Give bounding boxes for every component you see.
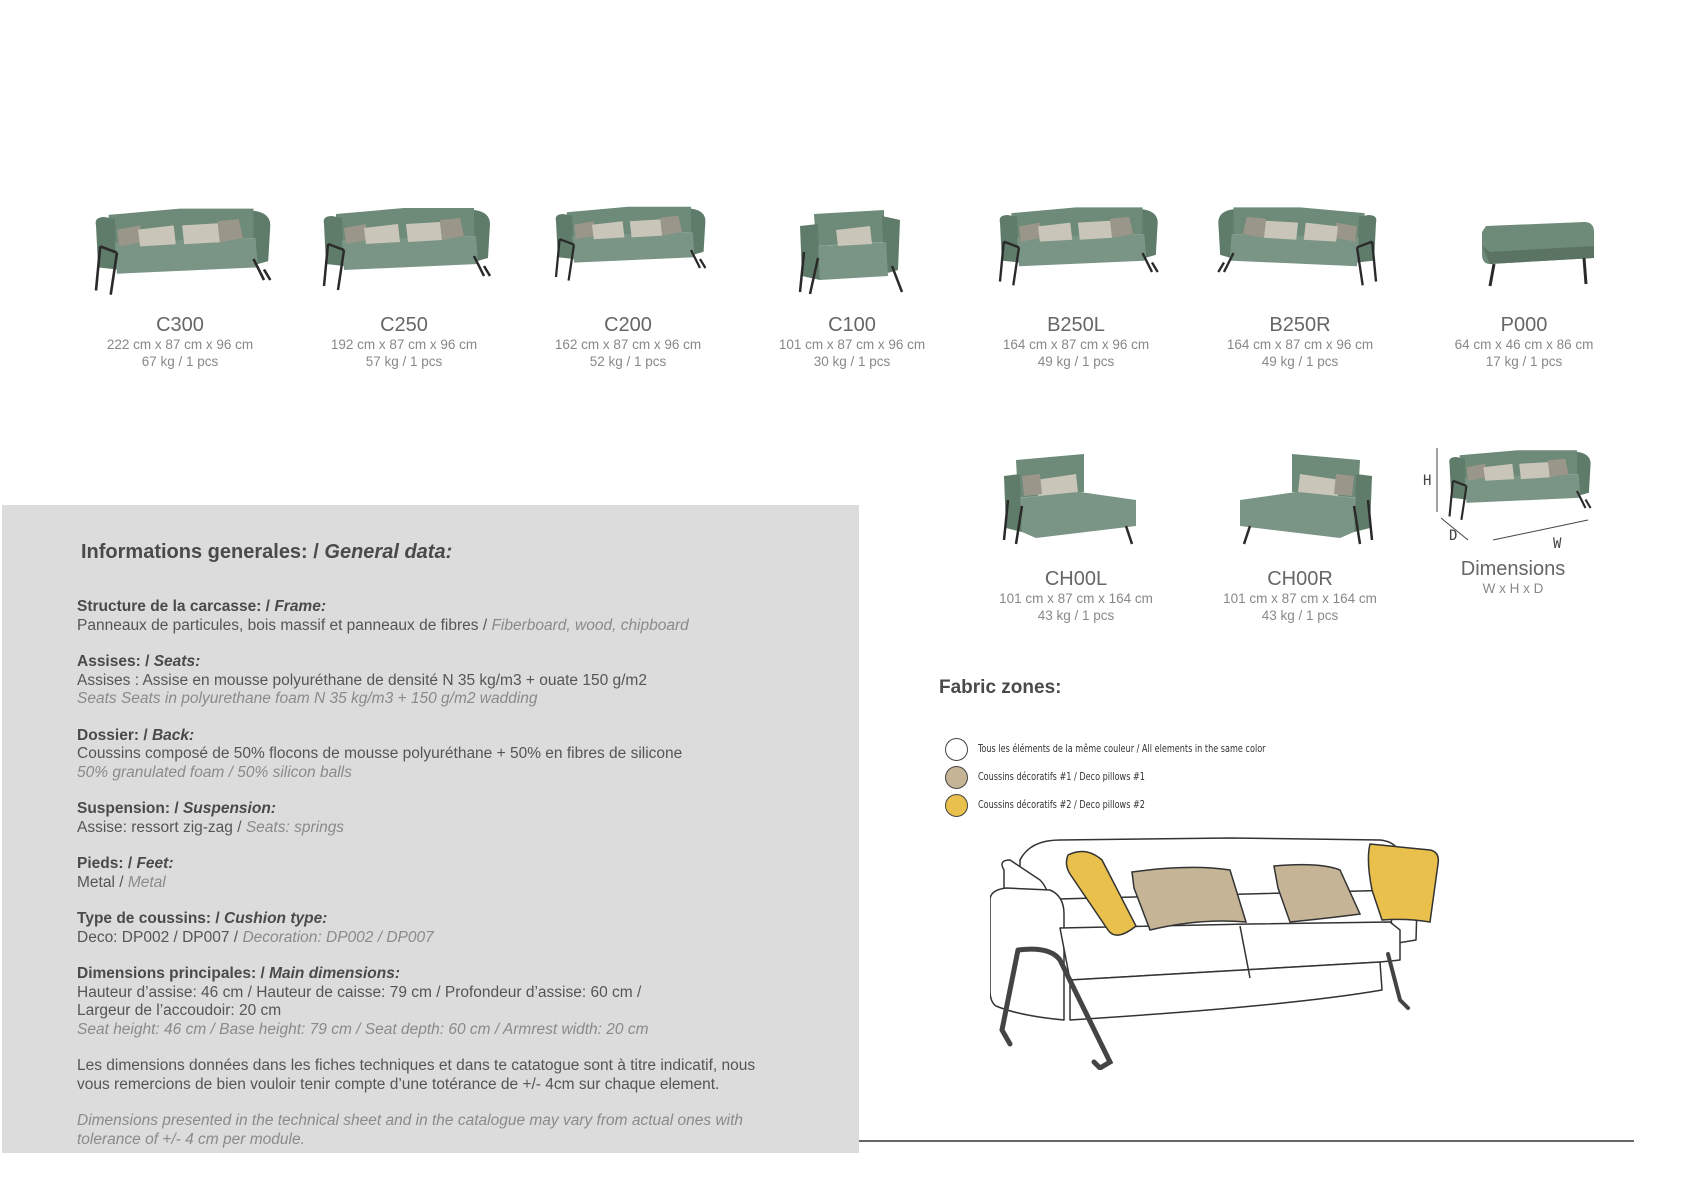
dimensions-item <box>1413 440 1613 597</box>
product-dimensions: 164 cm x 87 cm x 96 cm <box>1226 337 1374 352</box>
armchair-image <box>752 196 952 306</box>
product-weight: 49 kg / 1 pcs <box>1037 354 1115 369</box>
product-dimensions: 101 cm x 87 cm x 164 cm <box>999 591 1153 606</box>
general-data-sections <box>77 598 797 1167</box>
product-card-c300 <box>70 196 290 370</box>
product-card-b250l <box>966 196 1186 370</box>
chaise-image <box>976 440 1176 560</box>
width-label: W <box>1553 536 1562 550</box>
sofa-image <box>976 196 1176 306</box>
product-card-p000 <box>1414 196 1634 370</box>
product-card-c250 <box>294 196 514 370</box>
suspension-section: Suspension: / Suspension: Assise: ressort zig-zag / Seats: springs <box>77 800 345 836</box>
dimensions-title: Dimensions <box>1460 558 1566 580</box>
product-code: B250L <box>1047 314 1105 336</box>
product-card-b250r <box>1190 196 1410 370</box>
main-dimensions-section: Dimensions principales: / Main dimensions: Hauteur d’assise: 46 cm / Hauteur de caisse: 79 cm / Profondeur d’assise: 60 cm / Largeur de l’accoudoir: 20 cm Seat height: 46 cm / Base height: 79 cm / Seat depth: 60 cm / Armrest width: 20 cm <box>77 965 649 1038</box>
product-code: C300 <box>156 314 204 336</box>
color-dot-icon <box>945 738 968 761</box>
product-card-c100 <box>742 196 962 370</box>
product-dimensions: 64 cm x 46 cm x 86 cm <box>1454 337 1594 352</box>
product-weight: 17 kg / 1 pcs <box>1485 354 1563 369</box>
sofa-image <box>1200 196 1400 306</box>
frame-section: Structure de la carcasse: / Frame: Panneaux de particules, bois massif et panneaux de fibres / Fiberboard, wood, chipboard <box>77 598 689 634</box>
product-dimensions: 162 cm x 87 cm x 96 cm <box>554 337 702 352</box>
depth-label: D <box>1449 528 1458 544</box>
height-label: H <box>1423 473 1432 489</box>
feet-section: Pieds: / Feet: Metal / Metal <box>77 855 174 891</box>
dimensions-subtitle: W x H x D <box>1482 581 1544 596</box>
product-weight: 43 kg / 1 pcs <box>1037 608 1115 623</box>
fabric-zone-legend-item: Tous les éléments de la même couleur / All elements in the same color <box>945 737 1345 761</box>
fabric-zones-title: Fabric zones: <box>939 677 1062 698</box>
product-code: CH00R <box>1267 568 1333 590</box>
product-weight: 52 kg / 1 pcs <box>589 354 667 369</box>
product-dimensions: 101 cm x 87 cm x 96 cm <box>778 337 926 352</box>
product-code: B250R <box>1269 314 1331 336</box>
disclaimer-fr: Les dimensions données dans les fiches techniques et dans te catatogue sont à titre indicatif, nous vous remercions de bien vouloir tenir compte d’une totérance de +/- 4cm sur chaque element. <box>77 1057 756 1093</box>
color-dot-icon <box>945 794 968 817</box>
product-card-ch00l <box>966 440 1186 624</box>
disclaimer-en: Dimensions presented in the technical sheet and in the catalogue may vary from actual ones with tolerance of +/- 4 cm per module. <box>77 1112 744 1148</box>
product-weight: 67 kg / 1 pcs <box>141 354 219 369</box>
product-dimensions: 101 cm x 87 cm x 164 cm <box>1223 591 1377 606</box>
product-code: C100 <box>828 314 876 336</box>
product-code: CH00L <box>1044 568 1108 590</box>
product-weight: 49 kg / 1 pcs <box>1261 354 1339 369</box>
product-weight: 30 kg / 1 pcs <box>813 354 891 369</box>
product-dimensions: 164 cm x 87 cm x 96 cm <box>1002 337 1150 352</box>
back-section: Dossier: / Back: Coussins composé de 50% flocons de mousse polyuréthane + 50% en fibres de silicone 50% granulated foam / 50% silicon balls <box>77 726 683 781</box>
product-code: C250 <box>380 314 428 336</box>
fabric-zones-sofa-drawing <box>990 830 1530 1070</box>
fabric-zone-legend-item: Coussins décoratifs #2 / Deco pillows #2 <box>945 793 1345 817</box>
product-weight: 57 kg / 1 pcs <box>365 354 443 369</box>
color-dot-icon <box>945 766 968 789</box>
product-dimensions: 222 cm x 87 cm x 96 cm <box>106 337 254 352</box>
product-dimensions: 192 cm x 87 cm x 96 cm <box>330 337 478 352</box>
product-card-c200 <box>518 196 738 370</box>
product-weight: 43 kg / 1 pcs <box>1261 608 1339 623</box>
footer-divider <box>859 1140 1634 1142</box>
seats-section: Assises: / Seats: Assises : Assise en mousse polyuréthane de densité N 35 kg/m3 + ouate 150 g/m2 Seats Seats in polyurethane foam N 35 kg/m3 + 150 g/m2 wadding <box>77 653 647 707</box>
fabric-zone-legend-item: Coussins décoratifs #1 / Deco pillows #1 <box>945 765 1345 789</box>
product-code: C200 <box>604 314 652 336</box>
ottoman-image <box>1424 196 1624 306</box>
product-card-ch00r <box>1190 440 1410 624</box>
general-data-title: Informations generales: / General data: <box>81 541 453 563</box>
cushion-section: Type de coussins: / Cushion type: Deco: DP002 / DP007 / Decoration: DP002 / DP007 <box>77 910 434 946</box>
chaise-image <box>1200 440 1400 560</box>
dimensions-diagram <box>1413 440 1613 550</box>
product-code: P000 <box>1500 314 1548 336</box>
sofa-image <box>528 196 728 306</box>
sofa-image <box>80 196 280 306</box>
sofa-image <box>304 196 504 306</box>
